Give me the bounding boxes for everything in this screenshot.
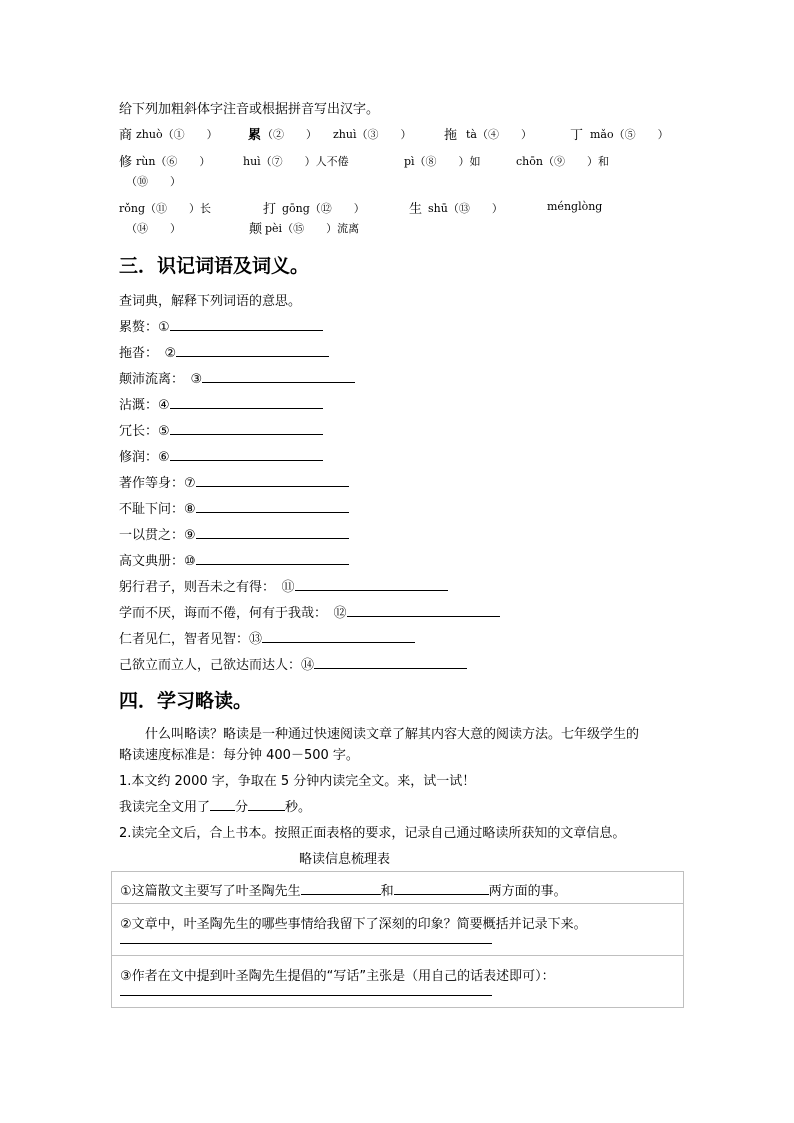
- pinyin-blank: （⑩ ）: [126, 175, 181, 188]
- vocab-item: 不耻下问：⑧: [119, 498, 349, 517]
- section-4-heading: 四．学习略读。: [119, 690, 253, 712]
- reading-time-line: 我读完全文用了 分 秒。: [119, 800, 312, 815]
- instruction-text: 给下列加粗斜体字注音或根据拼音写出汉字。: [119, 102, 380, 117]
- table-row-text: ①这篇散文主要写了叶圣陶先生 和 两方面的事。: [120, 884, 567, 899]
- vocab-item: 拖沓： ②: [119, 342, 329, 361]
- answer-line[interactable]: [196, 526, 349, 539]
- pinyin-blank: pèi（⑮ ）流离: [265, 222, 360, 235]
- vocab-item: 高文典册：⑩: [119, 550, 349, 569]
- table-row: [112, 904, 683, 956]
- answer-line[interactable]: [262, 630, 415, 643]
- table-row-text: ②文章中，叶圣陶先生的哪些事情给我留下了深刻的印象？简要概括并记录下来。: [120, 917, 587, 932]
- section-4-paragraph: 略读速度标准是：每分钟 400－500 字。: [119, 748, 359, 763]
- char-text: 拖: [444, 128, 458, 143]
- pinyin-blank: tà（④ ）: [466, 128, 532, 141]
- pinyin-blank: rǒng（⑪ ）长: [119, 202, 212, 215]
- answer-line[interactable]: [394, 882, 489, 895]
- pinyin-text: ménglòng: [547, 200, 603, 213]
- pinyin-blank: chōn（⑨ ）和: [516, 155, 609, 168]
- char-text: 丁: [570, 128, 584, 143]
- pinyin-blank: zhuì（③ ）: [333, 128, 412, 141]
- pinyin-blank: rùn（⑥ ）: [136, 155, 211, 168]
- char-text: 生: [409, 202, 423, 217]
- answer-line[interactable]: [347, 604, 500, 617]
- vocab-item: 累赘：①: [119, 316, 323, 335]
- char-text: 累: [248, 128, 262, 143]
- answer-line[interactable]: [295, 578, 448, 591]
- section-4-task-1: 1.本文约 2000 字，争取在 5 分钟内读完全文。来，试一试！: [119, 774, 476, 789]
- section-4-task-2: 2.读完全文后，合上书本。按照正面表格的要求，记录自己通过略读所获知的文章信息。: [119, 826, 626, 841]
- answer-line[interactable]: [170, 448, 323, 461]
- answer-line[interactable]: [196, 474, 349, 487]
- answer-line[interactable]: [170, 318, 323, 331]
- pinyin-blank: （⑭ ）: [126, 222, 181, 235]
- answer-line[interactable]: [170, 396, 323, 409]
- reading-info-table: [111, 871, 684, 1008]
- seconds-blank[interactable]: [248, 798, 285, 811]
- vocab-item: 颠沛流离： ③: [119, 368, 355, 387]
- pinyin-blank: mǎo（⑤ ）: [590, 128, 669, 141]
- answer-line[interactable]: [196, 552, 349, 565]
- pinyin-blank: gōng（⑫ ）: [282, 202, 365, 215]
- char-text: 修: [119, 155, 133, 170]
- vocab-item: 著作等身：⑦: [119, 472, 349, 491]
- vocab-item: 学而不厌，诲而不倦，何有于我哉： ⑫: [119, 602, 500, 621]
- answer-line[interactable]: [202, 370, 355, 383]
- vocab-item: 躬行君子，则吾未之有得： ⑪: [119, 576, 448, 595]
- vocab-item: 冗长：⑤: [119, 420, 323, 439]
- answer-line[interactable]: [196, 500, 349, 513]
- answer-line[interactable]: [120, 943, 492, 944]
- answer-line[interactable]: [120, 995, 492, 996]
- answer-line[interactable]: [301, 882, 381, 895]
- vocab-item: 沾溉：④: [119, 394, 323, 413]
- section-3-intro: 查词典，解释下列词语的意思。: [119, 294, 302, 309]
- table-row-text: ③作者在文中提到叶圣陶先生提倡的“写话”主张是（用自己的话表述即可）：: [120, 969, 555, 984]
- answer-line[interactable]: [314, 656, 467, 669]
- vocab-item: 己欲立而立人，己欲达而达人：⑭: [119, 654, 467, 673]
- char-text: 商: [119, 128, 133, 143]
- table-row: [112, 872, 683, 904]
- pinyin-blank: shū（⑬ ）: [428, 202, 503, 215]
- table-row: [112, 956, 683, 1008]
- pinyin-blank: （② ）: [262, 128, 317, 141]
- pinyin-blank: zhuò（① ）: [136, 128, 218, 141]
- answer-line[interactable]: [176, 344, 329, 357]
- pinyin-blank: huì（⑦ ）人不倦: [243, 155, 349, 168]
- section-3-heading: 三．识记词语及词义。: [119, 255, 310, 277]
- pinyin-blank: pì（⑧ ）如: [404, 155, 481, 168]
- table-title: 略读信息梳理表: [299, 852, 391, 867]
- char-text: 打: [263, 202, 277, 217]
- vocab-item: 一以贯之：⑨: [119, 524, 349, 543]
- vocab-item: 修润：⑥: [119, 446, 323, 465]
- char-text: 颠: [249, 222, 263, 237]
- vocab-item: 仁者见仁，智者见智：⑬: [119, 628, 415, 647]
- section-4-paragraph: 什么叫略读？略读是一种通过快速阅读文章了解其内容大意的阅读方法。七年级学生的: [119, 727, 640, 742]
- answer-line[interactable]: [170, 422, 323, 435]
- minutes-blank[interactable]: [210, 798, 235, 811]
